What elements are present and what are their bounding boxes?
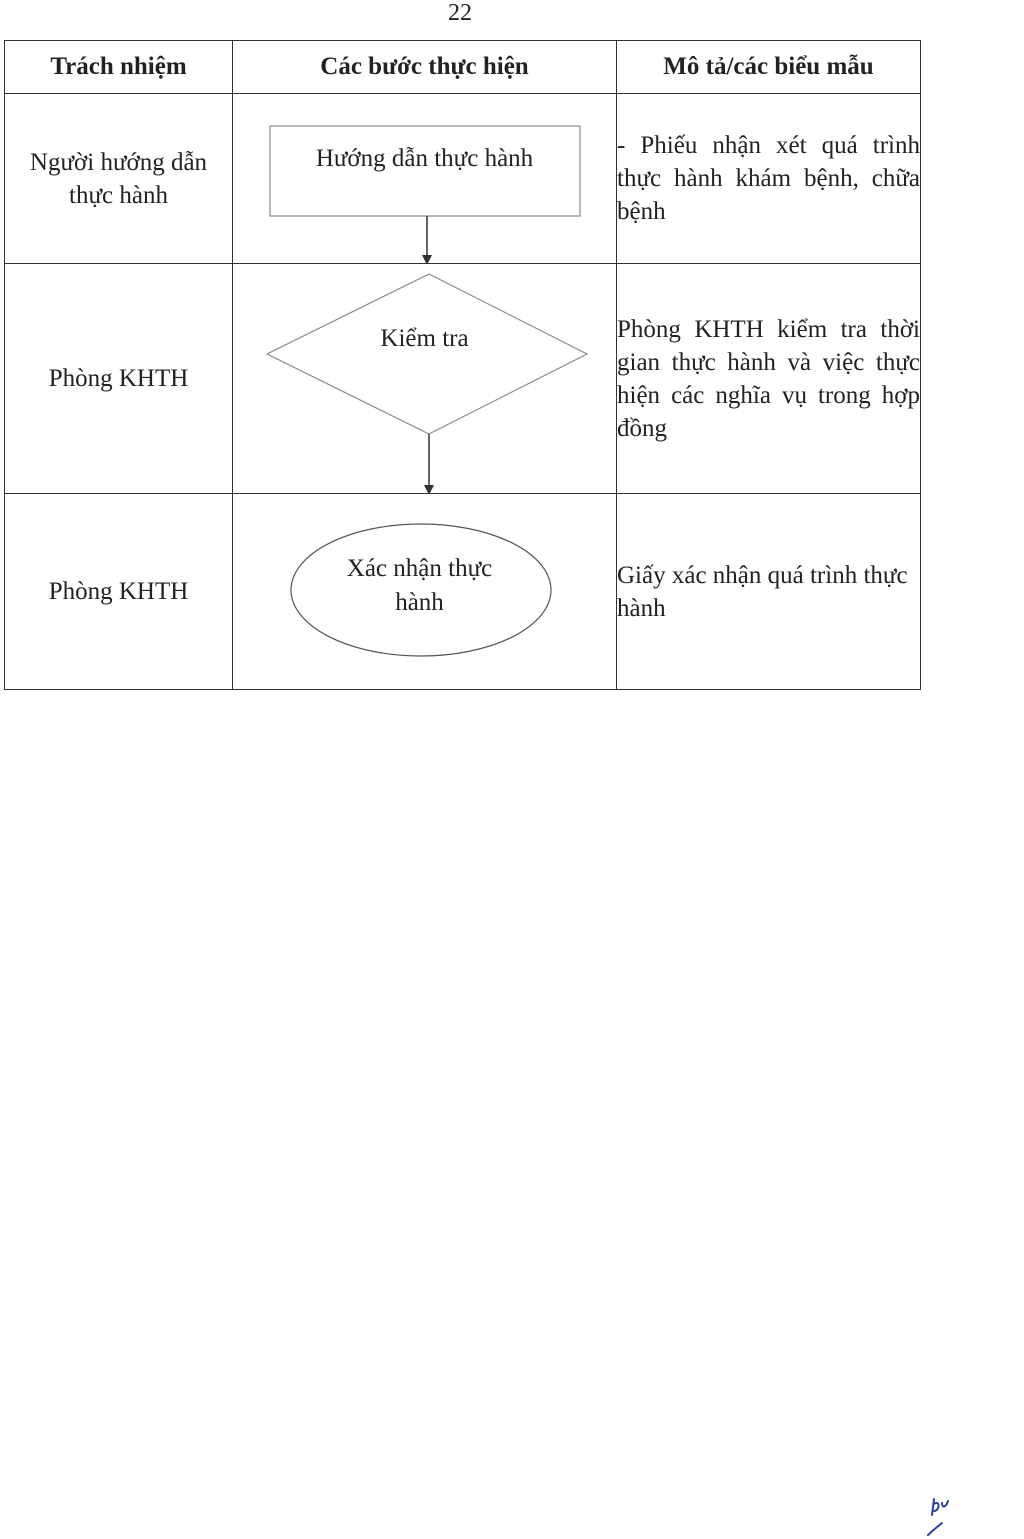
step-label: Xác nhận thực hành xyxy=(346,555,493,616)
step-cell xyxy=(233,264,617,494)
description-cell: Phòng KHTH kiểm tra thời gian thực hành và việc thực hiện các nghĩa vụ trong hợp đồng xyxy=(617,264,921,494)
description-cell: - Phiếu nhận xét quá trình thực hành khám bệnh, chữa bệnh xyxy=(617,94,921,264)
rectangle-shape xyxy=(233,94,617,264)
table-row xyxy=(5,494,921,690)
diamond-shape xyxy=(233,264,617,494)
step-cell xyxy=(233,94,617,264)
step-label: Kiểm tra xyxy=(380,325,469,352)
responsibility-cell: Phòng KHTH xyxy=(5,264,233,494)
page-number: 22 xyxy=(448,0,472,26)
header-steps: Các bước thực hiện xyxy=(233,41,617,94)
table-row xyxy=(5,264,921,494)
process-table xyxy=(4,40,921,690)
header-responsibility: Trách nhiệm xyxy=(5,41,233,94)
responsibility-cell: Phòng KHTH xyxy=(5,494,233,690)
step-cell xyxy=(233,494,617,690)
description-cell: Giấy xác nhận quá trình thực hành xyxy=(617,494,921,690)
handwritten-initials xyxy=(922,1495,956,1539)
header-description: Mô tả/các biểu mẫu xyxy=(617,41,921,94)
table-header-row xyxy=(5,41,921,94)
step-label: Hướng dẫn thực hành xyxy=(315,145,534,172)
responsibility-cell: Người hướng dẫn thực hành xyxy=(5,94,233,264)
table-row xyxy=(5,94,921,264)
